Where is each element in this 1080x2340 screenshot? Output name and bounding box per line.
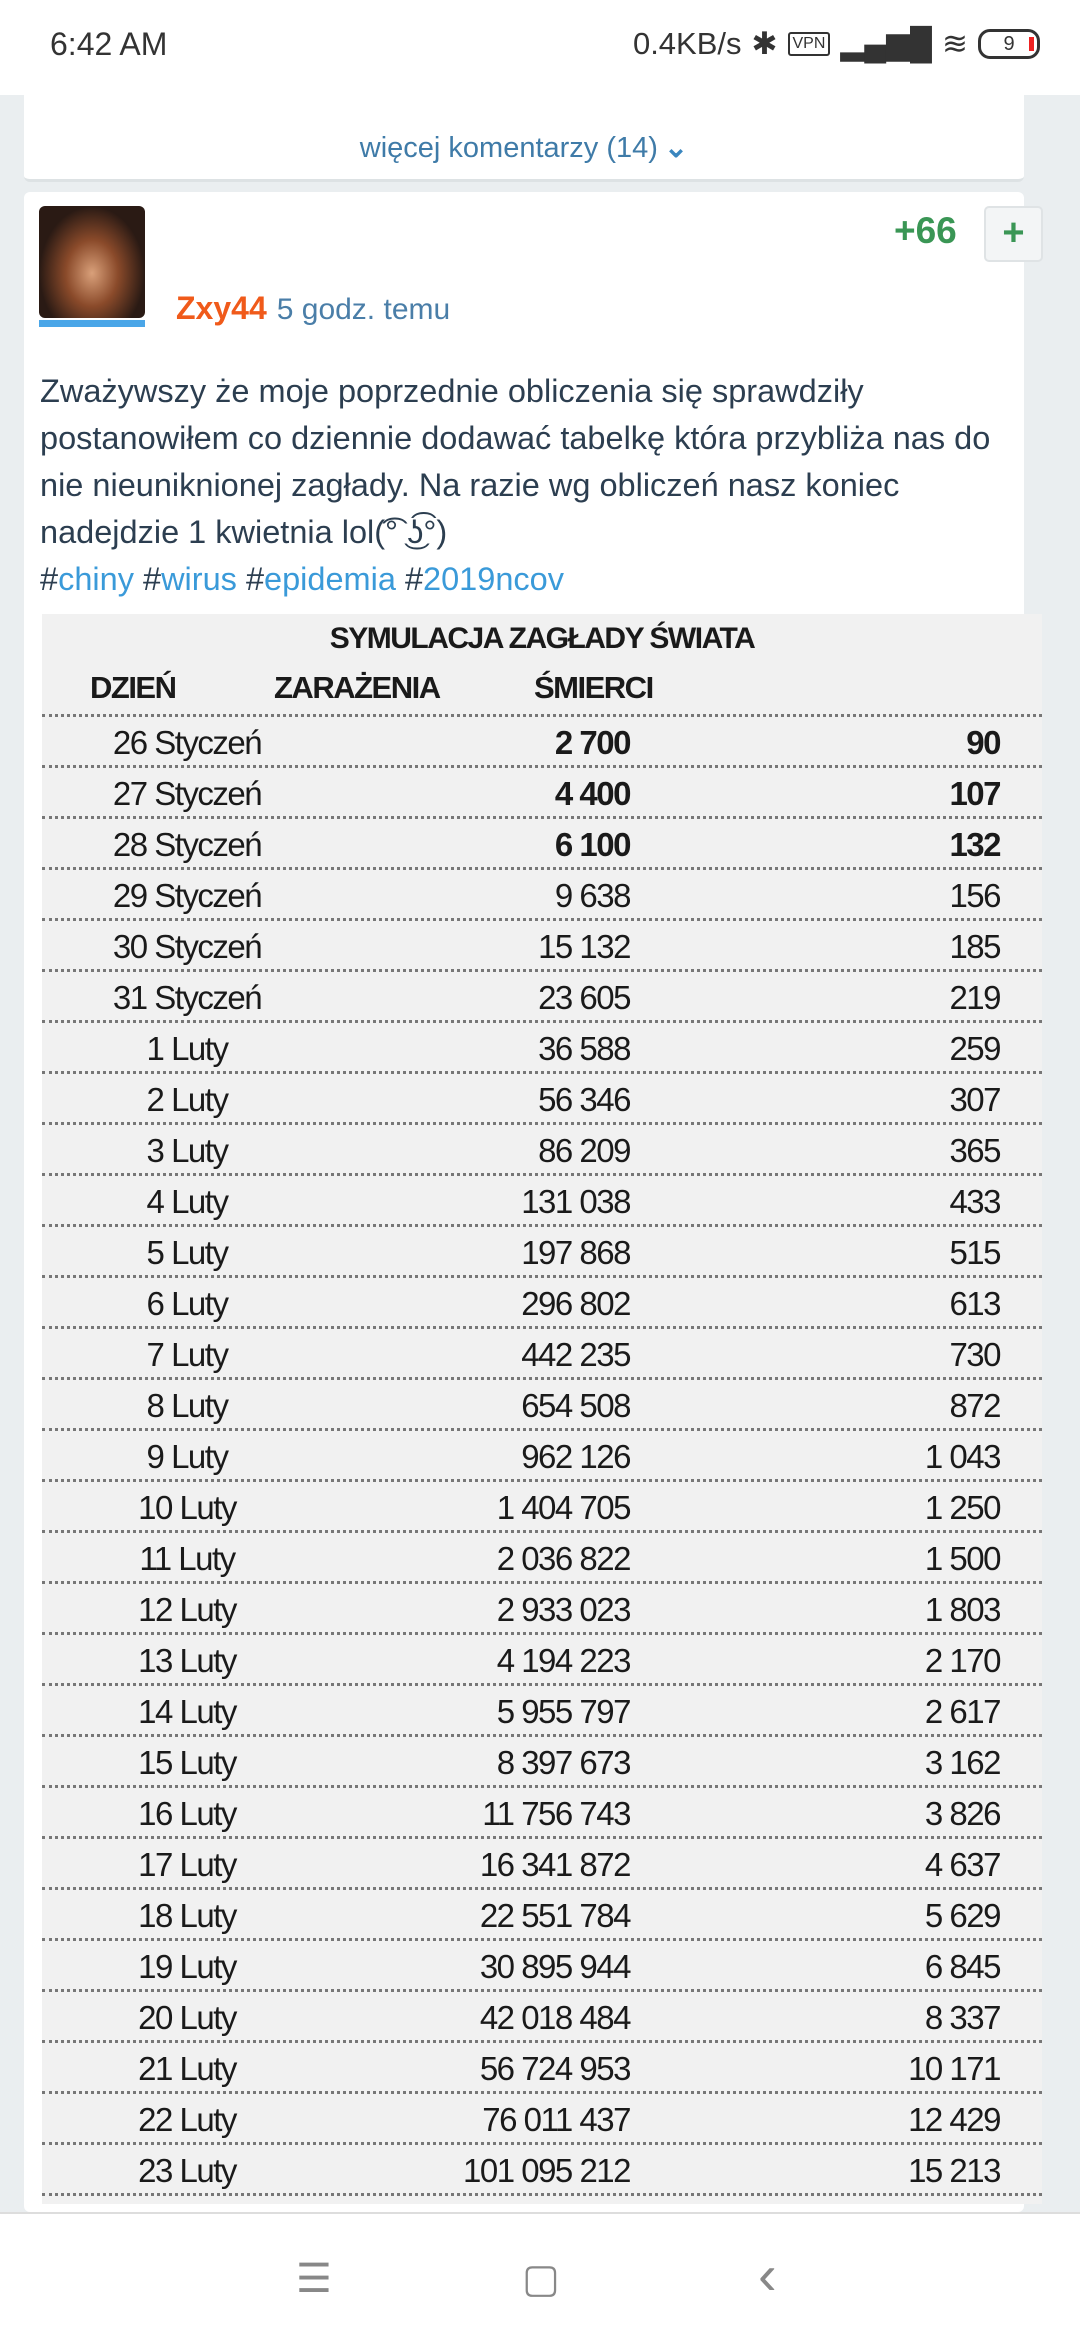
cell-deaths: 365 xyxy=(949,1132,1000,1169)
cell-deaths: 4 637 xyxy=(924,1846,1000,1883)
cell-deaths: 3 162 xyxy=(924,1744,1000,1781)
table-row xyxy=(42,1428,1042,1479)
cell-infections: 5 955 797 xyxy=(496,1693,630,1730)
cell-deaths: 1 803 xyxy=(924,1591,1000,1628)
cell-day: 6 Luty xyxy=(146,1285,228,1322)
hashtag-link[interactable]: #chiny xyxy=(40,561,134,597)
cell-infections: 9 638 xyxy=(554,877,630,914)
cell-day: 12 Luty xyxy=(138,1591,236,1628)
cell-deaths: 1 500 xyxy=(924,1540,1000,1577)
cell-deaths: 872 xyxy=(949,1387,1000,1424)
cell-deaths: 219 xyxy=(949,979,1000,1016)
cell-deaths: 1 250 xyxy=(924,1489,1000,1526)
cell-deaths: 515 xyxy=(949,1234,1000,1271)
cell-infections: 1 404 705 xyxy=(496,1489,630,1526)
cell-infections: 76 011 437 xyxy=(482,2101,630,2138)
table-row xyxy=(42,1734,1042,1785)
table-row xyxy=(42,2142,1042,2193)
table-row xyxy=(42,1785,1042,1836)
cell-day: 30 Styczeń xyxy=(112,928,262,965)
cell-deaths: 6 845 xyxy=(924,1948,1000,1985)
network-speed: 0.4KB/s xyxy=(632,26,742,61)
cell-day: 2 Luty xyxy=(146,1081,228,1118)
table-row xyxy=(42,765,1042,816)
back-icon[interactable]: ‹ xyxy=(758,2243,777,2306)
cell-day: 23 Luty xyxy=(138,2152,236,2189)
cell-day: 27 Styczeń xyxy=(112,775,262,812)
vpn-icon: VPN xyxy=(788,32,831,56)
vote-score: +66 xyxy=(894,210,957,251)
cell-day: 19 Luty xyxy=(138,1948,236,1985)
cell-day: 15 Luty xyxy=(138,1744,236,1781)
cell-infections: 296 802 xyxy=(521,1285,630,1322)
cell-deaths: 185 xyxy=(949,928,1000,965)
cell-deaths: 10 171 xyxy=(908,2050,1000,2087)
table-row xyxy=(42,1989,1042,2040)
cell-deaths: 107 xyxy=(949,775,1000,812)
cell-deaths: 156 xyxy=(949,877,1000,914)
table-row xyxy=(42,1530,1042,1581)
cell-infections: 15 132 xyxy=(538,928,630,965)
table-row xyxy=(42,2040,1042,2091)
battery-icon: 9 xyxy=(978,29,1040,59)
cell-day: 22 Luty xyxy=(138,2101,236,2138)
cell-infections: 42 018 484 xyxy=(479,1999,630,2036)
cell-infections: 22 551 784 xyxy=(479,1897,630,1934)
cell-infections: 23 605 xyxy=(538,979,630,1016)
cell-deaths: 433 xyxy=(949,1183,1000,1220)
table-row xyxy=(42,1887,1042,1938)
table-row xyxy=(42,1683,1042,1734)
upvote-button[interactable]: + xyxy=(984,206,1043,262)
cell-infections: 4 400 xyxy=(554,775,630,812)
table-row xyxy=(42,1275,1042,1326)
cell-day: 18 Luty xyxy=(138,1897,236,1934)
cell-deaths: 1 043 xyxy=(924,1438,1000,1475)
header-day: DZIEŃ xyxy=(90,670,176,705)
cell-day: 26 Styczeń xyxy=(112,724,262,761)
wifi-icon: ≋ xyxy=(942,26,968,61)
table-row xyxy=(42,1173,1042,1224)
cell-infections: 4 194 223 xyxy=(496,1642,630,1679)
author-name[interactable]: Zxy44 xyxy=(176,290,267,326)
cell-deaths: 259 xyxy=(949,1030,1000,1067)
cell-infections: 30 895 944 xyxy=(479,1948,630,1985)
cell-infections: 36 588 xyxy=(538,1030,630,1067)
cell-day: 28 Styczeń xyxy=(112,826,262,863)
table-row xyxy=(42,1020,1042,1071)
cell-day: 17 Luty xyxy=(138,1846,236,1883)
cell-deaths: 307 xyxy=(949,1081,1000,1118)
cell-infections: 11 756 743 xyxy=(482,1795,630,1832)
more-comments-link[interactable] xyxy=(24,130,1024,165)
table-row xyxy=(42,1377,1042,1428)
cell-day: 3 Luty xyxy=(146,1132,228,1169)
table-row xyxy=(42,1071,1042,1122)
doom-table-image xyxy=(42,614,1042,2204)
cell-infections: 2 036 822 xyxy=(496,1540,630,1577)
table-row xyxy=(42,1326,1042,1377)
cell-day: 16 Luty xyxy=(138,1795,236,1832)
cell-deaths: 132 xyxy=(949,826,1000,863)
cell-infections: 131 038 xyxy=(521,1183,630,1220)
cell-day: 14 Luty xyxy=(138,1693,236,1730)
cell-day: 8 Luty xyxy=(146,1387,228,1424)
table-row xyxy=(42,1938,1042,1989)
cell-deaths: 15 213 xyxy=(908,2152,1000,2189)
status-time: 6:42 AM xyxy=(50,26,168,62)
cell-infections: 56 346 xyxy=(538,1081,630,1118)
hashtag-link[interactable]: #2019ncov xyxy=(404,561,564,597)
cell-deaths: 8 337 xyxy=(924,1999,1000,2036)
cell-infections: 101 095 212 xyxy=(462,2152,630,2189)
cell-infections: 56 724 953 xyxy=(479,2050,630,2087)
header-deaths: ŚMIERCI xyxy=(534,670,653,705)
cell-deaths: 5 629 xyxy=(924,1897,1000,1934)
bluetooth-icon: ✱ xyxy=(751,26,778,61)
cell-infections: 442 235 xyxy=(521,1336,630,1373)
more-comments-label: więcej komentarzy (14) xyxy=(359,132,658,164)
table-row xyxy=(42,1836,1042,1887)
cell-day: 10 Luty xyxy=(138,1489,236,1526)
cell-infections: 8 397 673 xyxy=(496,1744,630,1781)
cell-infections: 6 100 xyxy=(554,826,630,863)
cell-day: 29 Styczeń xyxy=(112,877,262,914)
table-row xyxy=(42,1632,1042,1683)
cell-day: 11 Luty xyxy=(139,1540,235,1577)
cell-deaths: 12 429 xyxy=(908,2101,1000,2138)
avatar[interactable] xyxy=(39,206,145,318)
cell-infections: 654 508 xyxy=(521,1387,630,1424)
post-card xyxy=(24,192,1024,2212)
comments-card xyxy=(24,95,1024,182)
cell-day: 31 Styczeń xyxy=(112,979,262,1016)
table-row xyxy=(42,2091,1042,2142)
table-row xyxy=(42,1479,1042,1530)
tag-list xyxy=(40,556,1010,603)
cell-day: 7 Luty xyxy=(146,1336,228,1373)
post-time: 5 godz. temu xyxy=(276,293,451,326)
table-row xyxy=(42,1224,1042,1275)
header-infections: ZARAŻENIA xyxy=(274,670,440,705)
cell-day: 9 Luty xyxy=(146,1438,228,1475)
post-body xyxy=(40,368,1010,603)
cell-infections: 2 700 xyxy=(554,724,630,761)
cell-day: 13 Luty xyxy=(138,1642,236,1679)
hashtag-link[interactable]: #epidemia xyxy=(245,561,396,597)
cell-day: 21 Luty xyxy=(138,2050,236,2087)
chevron-down-icon: ⌄ xyxy=(663,132,689,164)
hashtag-link[interactable]: #wirus xyxy=(142,561,237,597)
cell-deaths: 613 xyxy=(949,1285,1000,1322)
cell-day: 1 Luty xyxy=(146,1030,228,1067)
nav-bar xyxy=(0,2212,1080,2340)
cell-infections: 962 126 xyxy=(521,1438,630,1475)
avatar-bar xyxy=(39,320,145,327)
cell-deaths: 730 xyxy=(949,1336,1000,1373)
cell-deaths: 3 826 xyxy=(924,1795,1000,1832)
table-bottom-rule xyxy=(42,2193,1042,2196)
home-icon[interactable]: ▢ xyxy=(522,2257,560,2301)
table-row xyxy=(42,1581,1042,1632)
cell-infections: 2 933 023 xyxy=(496,1591,630,1628)
table-row xyxy=(42,969,1042,1020)
menu-icon[interactable]: ☰ xyxy=(296,2257,332,2301)
signal-icon: ▂▄▆█ xyxy=(840,26,933,61)
cell-deaths: 2 617 xyxy=(924,1693,1000,1730)
status-bar xyxy=(0,0,1080,95)
table-row xyxy=(42,816,1042,867)
cell-infections: 197 868 xyxy=(521,1234,630,1271)
table-row xyxy=(42,714,1042,765)
cell-deaths: 2 170 xyxy=(924,1642,1000,1679)
post-text: Zważywszy że moje poprzednie obliczenia się sprawdziły postanowiłem co dziennie dodawać tabelkę która przybliża nas do nie nieuniknionej zagłady. Na razie wg obliczeń nasz koniec nadejdzie 1 kwietnia lol(͡° ͜ʖ͡°) xyxy=(40,373,991,550)
cell-day: 4 Luty xyxy=(146,1183,228,1220)
table-row xyxy=(42,867,1042,918)
table-title: SYMULACJA ZAGŁADY ŚWIATA xyxy=(329,622,755,655)
cell-infections: 16 341 872 xyxy=(479,1846,630,1883)
cell-day: 5 Luty xyxy=(146,1234,228,1271)
cell-infections: 86 209 xyxy=(538,1132,630,1169)
table-row xyxy=(42,918,1042,969)
cell-day: 20 Luty xyxy=(138,1999,236,2036)
table-row xyxy=(42,1122,1042,1173)
cell-deaths: 90 xyxy=(966,724,1000,761)
